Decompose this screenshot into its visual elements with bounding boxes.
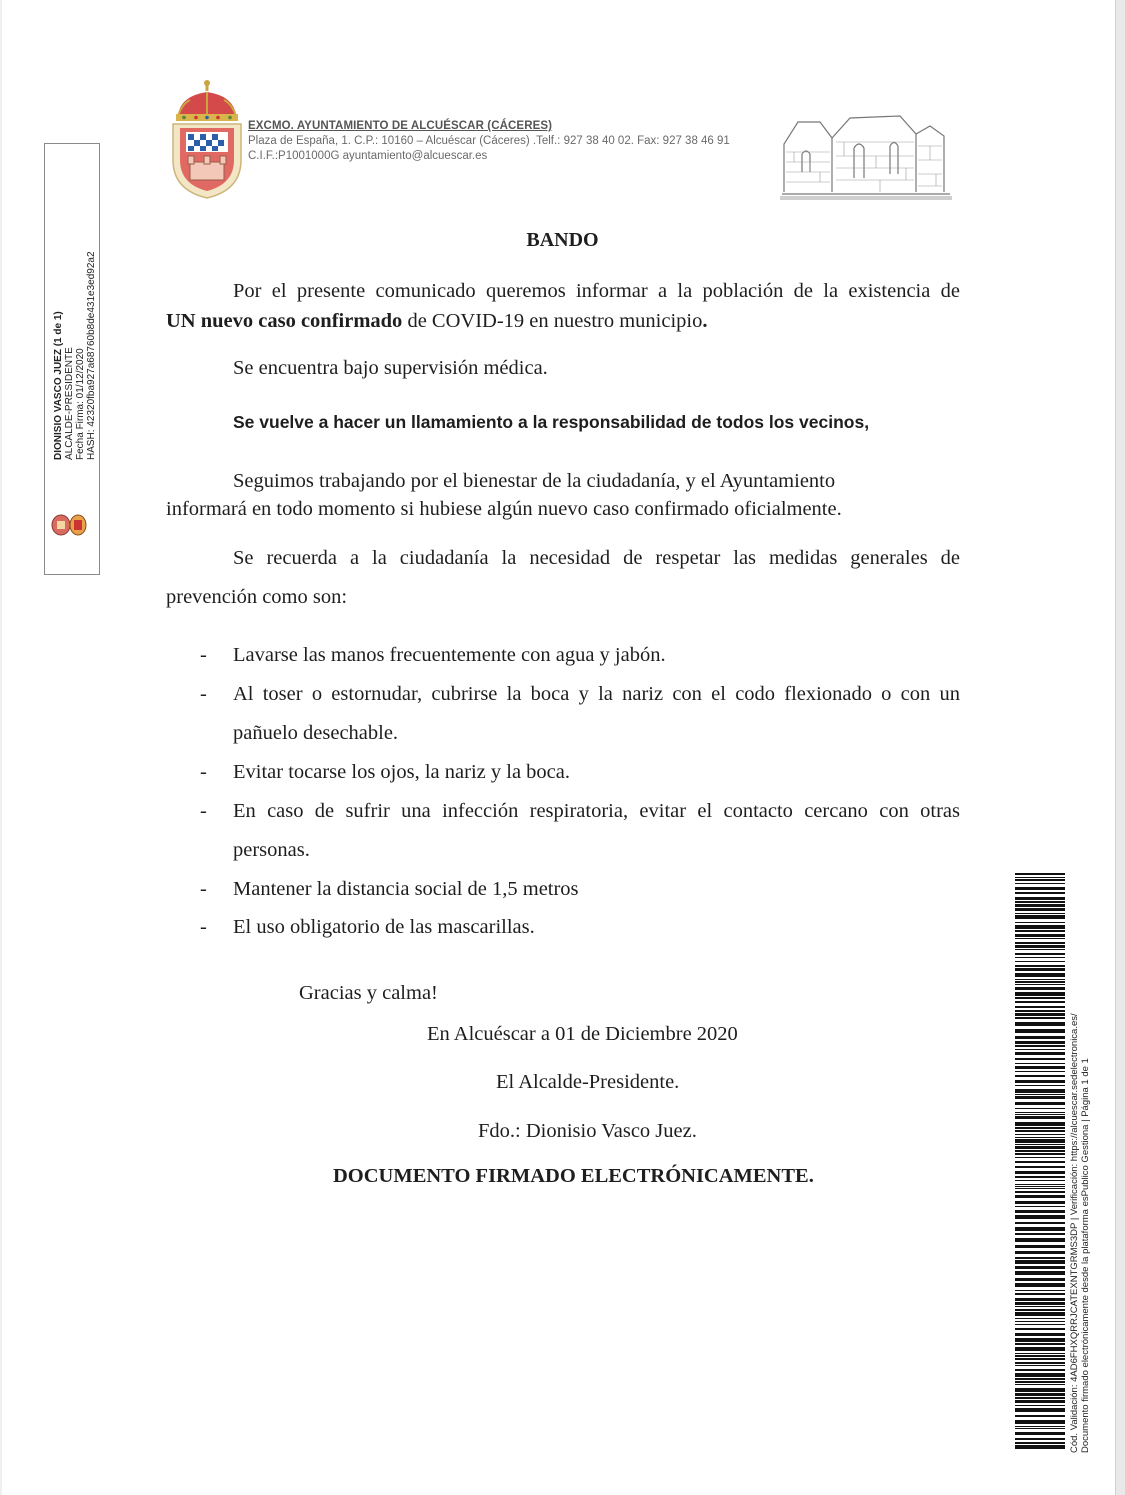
intro-rest-text: de COVID-19 en nuestro municipio (402, 310, 703, 332)
list-bullet: - (200, 878, 207, 900)
signer-title: El Alcalde-Presidente. (496, 1071, 680, 1093)
place-date: En Alcuéscar a 01 de Diciembre 2020 (427, 1023, 738, 1045)
measure-handwashing: Lavarse las manos frecuentemente con agua y jabón. (233, 644, 666, 666)
measure-coughing-line-1: Al toser o estornudar, cubrirse la boca y la nariz con el codo flexionado o con un (233, 683, 960, 705)
reminder-line-1: Se recuerda a la ciudadanía la necesidad de respetar las medidas generales de (233, 547, 960, 569)
measure-distance: Mantener la distancia social de 1,5 metros (233, 878, 579, 900)
verification-code-line: Cód. Validación: 4AD6FHXQRRJCATEXNTGRMS3DP | Verificación: https://alcuescar.sedelectronica.es/ (1069, 1013, 1080, 1453)
electronic-signature-notice: DOCUMENTO FIRMADO ELECTRÓNICAMENTE. (333, 1165, 814, 1187)
closing-thanks: Gracias y calma! (299, 982, 438, 1004)
verification-platform-line: Documento firmado electrónicamente desde la plataforma esPublico Gestiona | Página 1 de 1 (1080, 1058, 1091, 1453)
reminder-line-2: prevención como son: (166, 586, 348, 608)
list-bullet: - (200, 916, 207, 938)
signature-date: Fecha Firma: 01/12/2020 (75, 348, 86, 460)
page-edge-right (1115, 0, 1125, 1495)
page-edge-left (0, 0, 2, 1495)
intro-line-1: Por el presente comunicado queremos informar a la población de la existencia de (233, 280, 960, 302)
municipal-crest-icon (170, 78, 244, 202)
work-line-1: Seguimos trabajando por el bienestar de la ciudadanía, y el Ayuntamiento (233, 470, 836, 492)
supervision-text: Se encuentra bajo supervisión médica. (233, 357, 548, 379)
measure-infection-line-2: personas. (233, 839, 310, 861)
measure-masks: El uso obligatorio de las mascarillas. (233, 916, 535, 938)
measure-face-touching: Evitar tocarse los ojos, la nariz y la boca. (233, 761, 570, 783)
intro-end-period: . (702, 310, 708, 332)
list-bullet: - (200, 644, 207, 666)
organization-address: Plaza de España, 1. C.P.: 10160 – Alcuéscar (Cáceres) .Telf.: 927 38 40 02. Fax: 927 38 46 91 (248, 135, 730, 147)
signature-hash: HASH: 42320fba927a68760b8de431e3ed92a2 (86, 251, 97, 460)
church-sketch-icon (780, 108, 952, 200)
intro-line-2 (166, 308, 707, 334)
signer-role: ALCALDE-PRESIDENTE (64, 347, 75, 460)
letterhead (248, 119, 730, 164)
organization-cif-email: C.I.F.:P1001000G ayuntamiento@alcuescar.es (248, 150, 488, 162)
seal-icon (50, 512, 88, 538)
measure-infection-line-1: En caso de sufrir una infección respiratoria, evitar el contacto cercano con otras (233, 800, 960, 822)
work-line-2: informará en todo momento si hubiese algún nuevo caso confirmado oficialmente. (166, 498, 842, 520)
appeal-text: Se vuelve a hacer un llamamiento a la responsabilidad de todos los vecinos, (233, 412, 870, 432)
measure-coughing-line-2: pañuelo desechable. (233, 722, 399, 744)
document-title: BANDO (526, 229, 599, 251)
organization-name: EXCMO. AYUNTAMIENTO DE ALCUÉSCAR (CÁCERES) (248, 120, 553, 132)
signer-name: DIONISIO VASCO JUEZ (1 de 1) (53, 311, 64, 460)
intro-bold-text: UN nuevo caso confirmado (166, 310, 403, 332)
list-bullet: - (200, 800, 207, 822)
barcode-icon (1015, 873, 1065, 1453)
signer-line: Fdo.: Dionisio Vasco Juez. (478, 1120, 697, 1142)
list-bullet: - (200, 761, 207, 783)
list-bullet: - (200, 683, 207, 705)
